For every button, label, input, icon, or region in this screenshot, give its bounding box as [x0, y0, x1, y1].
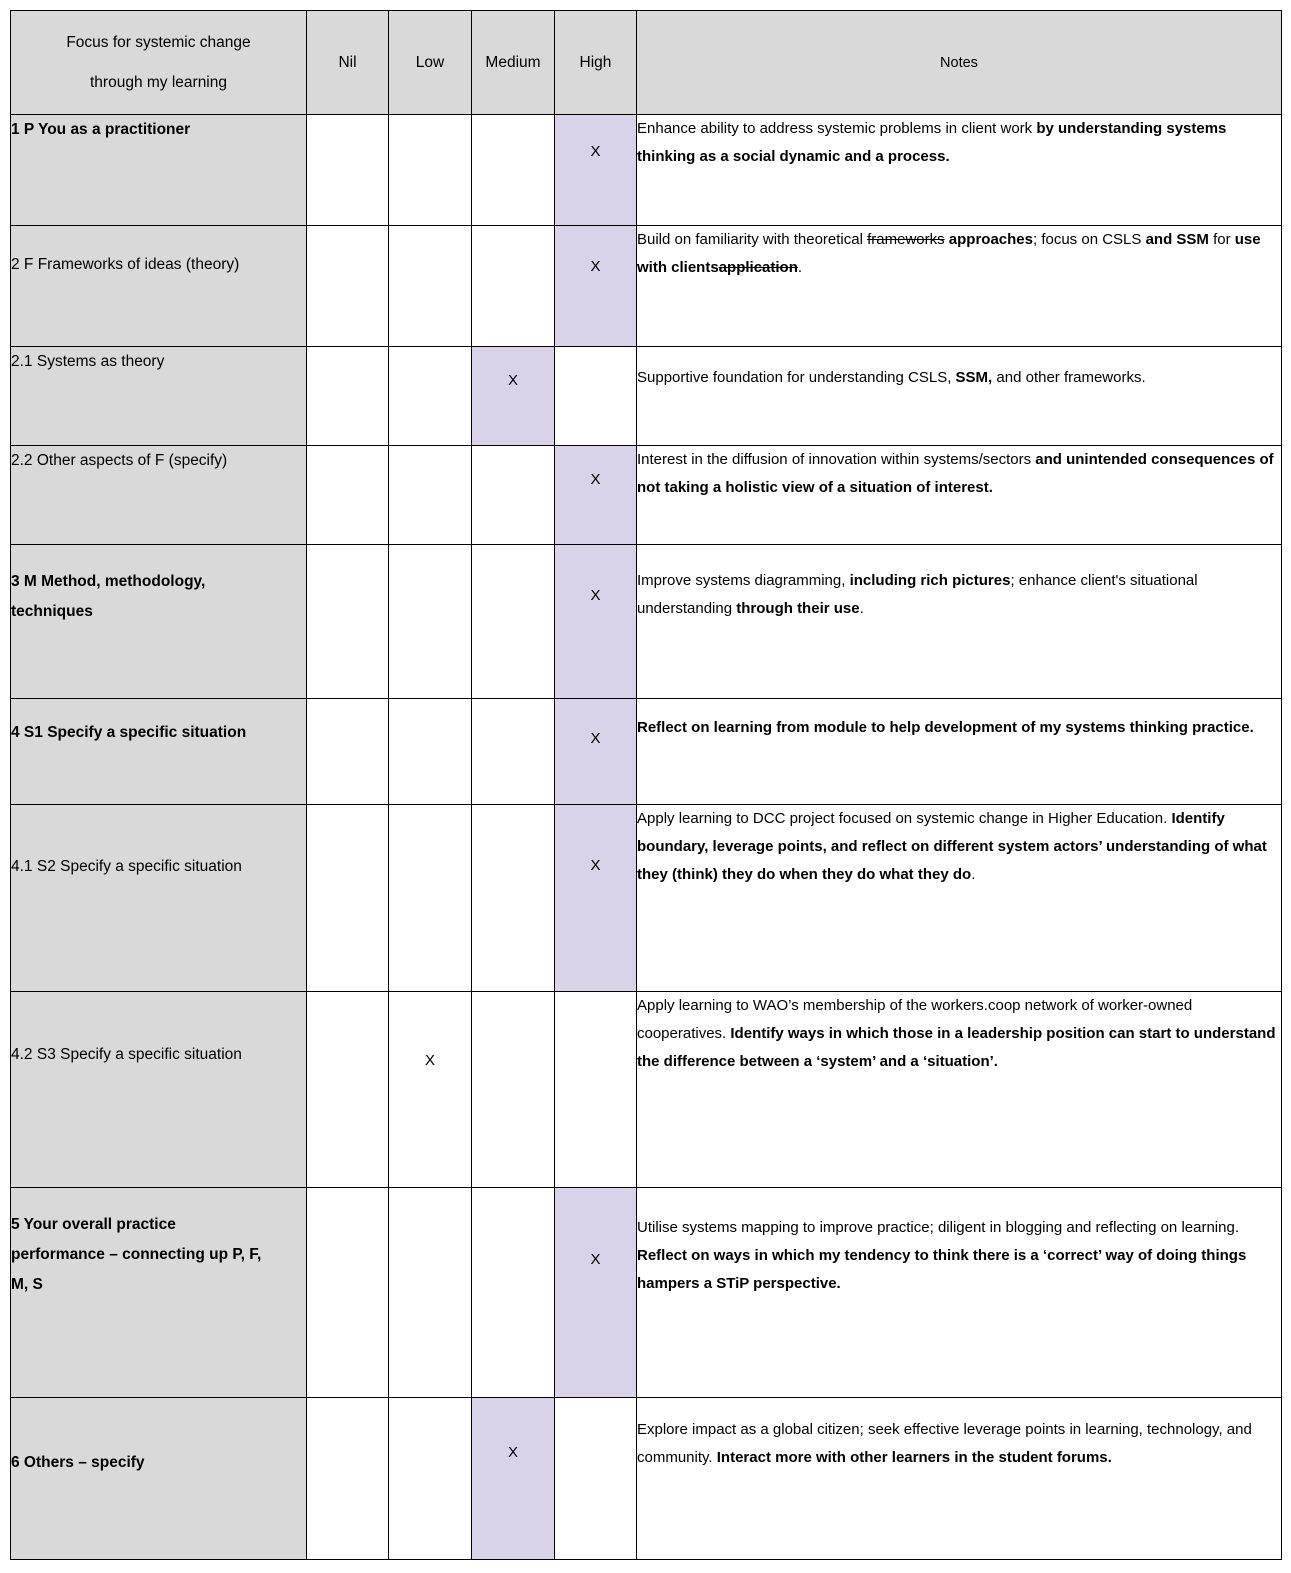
notes-cell-6	[637, 1398, 1282, 1560]
notes-cell-5	[637, 1188, 1282, 1398]
header-medium: Medium	[472, 11, 555, 115]
header-low: Low	[389, 11, 472, 115]
notes-cell-1	[637, 115, 1282, 226]
rating-cell-nil[interactable]	[307, 545, 389, 699]
focus-label-2-2: 2.2 Other aspects of F (specify)	[11, 446, 307, 545]
notes-strikethrough: frameworks	[867, 231, 945, 248]
rating-cell-high[interactable]: X	[555, 699, 637, 805]
rating-cell-medium[interactable]: X	[472, 347, 555, 446]
table-row	[11, 545, 1282, 699]
rating-cell-low[interactable]	[389, 1398, 472, 1560]
notes-bold: approaches	[944, 231, 1033, 248]
rating-cell-medium[interactable]	[472, 115, 555, 226]
header-notes: Notes	[637, 11, 1282, 115]
table-row	[11, 805, 1282, 992]
notes-plain: .	[971, 866, 976, 883]
header-nil: Nil	[307, 11, 389, 115]
focus-label-3: 3 M Method, methodology, techniques	[11, 545, 307, 699]
header-focus-line1: Focus for systemic change	[66, 33, 251, 51]
focus-label-5: 5 Your overall practice performance – connecting up P, F, M, S	[11, 1188, 307, 1398]
notes-bold: Reflect on ways in which my tendency to think there is a ‘correct’ way of doing things hampers a STiP perspective.	[637, 1247, 1247, 1292]
notes-plain: Supportive foundation for understanding CSLS,	[637, 369, 956, 386]
rating-cell-high[interactable]: X	[555, 1188, 637, 1398]
notes-plain: ; enhance client's situational understanding	[637, 572, 1198, 617]
table-header-row	[11, 11, 1282, 115]
rating-cell-nil[interactable]	[307, 226, 389, 347]
rating-cell-medium[interactable]	[472, 699, 555, 805]
notes-plain: ; focus on CSLS	[1033, 231, 1146, 248]
rating-cell-low[interactable]	[389, 115, 472, 226]
focus-label-1: 1 P You as a practitioner	[11, 115, 307, 226]
rating-cell-nil[interactable]	[307, 992, 389, 1188]
rating-cell-high[interactable]	[555, 347, 637, 446]
header-focus-cell	[11, 11, 307, 115]
rating-cell-nil[interactable]	[307, 347, 389, 446]
rating-cell-nil[interactable]	[307, 115, 389, 226]
rating-cell-low[interactable]	[389, 226, 472, 347]
header-high: High	[555, 11, 637, 115]
notes-plain: Improve systems diagramming,	[637, 572, 850, 589]
notes-bold: Identify ways in which those in a leadership position can start to understand the difference between a ‘system’ and a ‘situation’.	[637, 1025, 1276, 1070]
notes-plain: and other frameworks.	[992, 369, 1146, 386]
rating-cell-low[interactable]	[389, 347, 472, 446]
focus-label-4-1: 4.1 S2 Specify a specific situation	[11, 805, 307, 992]
rating-cell-high[interactable]: X	[555, 545, 637, 699]
notes-plain: Apply learning to WAO’s membership of the workers.coop network of worker-owned cooperatives.	[637, 997, 1193, 1042]
table-row	[11, 347, 1282, 446]
rating-cell-high[interactable]	[555, 992, 637, 1188]
rating-cell-nil[interactable]	[307, 1188, 389, 1398]
rating-cell-high[interactable]: X	[555, 226, 637, 347]
rating-cell-low[interactable]	[389, 805, 472, 992]
focus-label-6: 6 Others – specify	[11, 1398, 307, 1560]
notes-plain: Interest in the diffusion of innovation within systems/sectors	[637, 451, 1036, 468]
systemic-change-focus-table	[10, 10, 1282, 1560]
notes-cell-4-2	[637, 992, 1282, 1188]
notes-cell-4-1	[637, 805, 1282, 992]
notes-plain: Build on familiarity with theoretical	[637, 231, 868, 248]
rating-cell-low[interactable]: X	[389, 992, 472, 1188]
rating-cell-low[interactable]	[389, 545, 472, 699]
notes-plain: Apply learning to DCC project focused on systemic change in Higher Education.	[637, 810, 1172, 827]
notes-bold: Reflect on learning from module to help development of my systems thinking practice.	[637, 719, 1254, 736]
rating-cell-low[interactable]	[389, 1188, 472, 1398]
table-row	[11, 1188, 1282, 1398]
notes-plain: .	[859, 600, 864, 617]
table-row	[11, 699, 1282, 805]
table-row	[11, 226, 1282, 347]
rating-cell-nil[interactable]	[307, 1398, 389, 1560]
table-row	[11, 446, 1282, 545]
notes-bold: Interact more with other learners in the student forums.	[716, 1449, 1112, 1466]
notes-bold: and unintended consequences of not taking a holistic view of a situation of interest.	[637, 451, 1274, 496]
rating-cell-nil[interactable]	[307, 699, 389, 805]
notes-bold: by understanding systems thinking as a social dynamic and a process.	[637, 120, 1227, 165]
rating-cell-high[interactable]	[555, 1398, 637, 1560]
notes-cell-3	[637, 545, 1282, 699]
rating-cell-medium[interactable]	[472, 545, 555, 699]
notes-bold: and SSM	[1145, 231, 1209, 248]
notes-strikethrough-bold: application	[718, 259, 798, 276]
rating-cell-medium[interactable]: X	[472, 1398, 555, 1560]
table-row	[11, 115, 1282, 226]
rating-cell-nil[interactable]	[307, 805, 389, 992]
rating-cell-medium[interactable]	[472, 992, 555, 1188]
notes-cell-2-2	[637, 446, 1282, 545]
rating-cell-high[interactable]: X	[555, 805, 637, 992]
table-row	[11, 992, 1282, 1188]
notes-cell-4	[637, 699, 1282, 805]
notes-bold: through their use	[736, 600, 860, 617]
notes-cell-2-1	[637, 347, 1282, 446]
focus-label-2: 2 F Frameworks of ideas (theory)	[11, 226, 307, 347]
notes-cell-2	[637, 226, 1282, 347]
rating-cell-medium[interactable]	[472, 226, 555, 347]
rating-cell-high[interactable]: X	[555, 115, 637, 226]
rating-cell-medium[interactable]	[472, 1188, 555, 1398]
notes-plain: Utilise systems mapping to improve practice; diligent in blogging and reflecting on learning.	[637, 1219, 1239, 1236]
notes-plain: Enhance ability to address systemic problems in client work	[637, 120, 1037, 137]
rating-cell-high[interactable]: X	[555, 446, 637, 545]
notes-bold: including rich pictures	[849, 572, 1011, 589]
notes-bold: SSM,	[955, 369, 993, 386]
rating-cell-medium[interactable]	[472, 805, 555, 992]
notes-plain: for	[1208, 231, 1235, 248]
rating-cell-low[interactable]	[389, 446, 472, 545]
focus-label-4: 4 S1 Specify a specific situation	[11, 699, 307, 805]
rating-cell-medium[interactable]	[472, 446, 555, 545]
focus-label-2-1: 2.1 Systems as theory	[11, 347, 307, 446]
table-row	[11, 1398, 1282, 1560]
rating-cell-nil[interactable]	[307, 446, 389, 545]
notes-bold: Identify boundary, leverage points, and reflect on different system actors’ understanding of what they (think) they do when they do what they do	[637, 810, 1267, 883]
focus-label-4-2: 4.2 S3 Specify a specific situation	[11, 992, 307, 1188]
notes-bold: use with clients	[637, 231, 1261, 276]
notes-plain: Explore impact as a global citizen; seek effective leverage points in learning, technology, and community.	[637, 1421, 1252, 1466]
header-focus-line2: through my learning	[90, 73, 227, 91]
rating-cell-low[interactable]	[389, 699, 472, 805]
notes-plain: .	[797, 259, 803, 276]
